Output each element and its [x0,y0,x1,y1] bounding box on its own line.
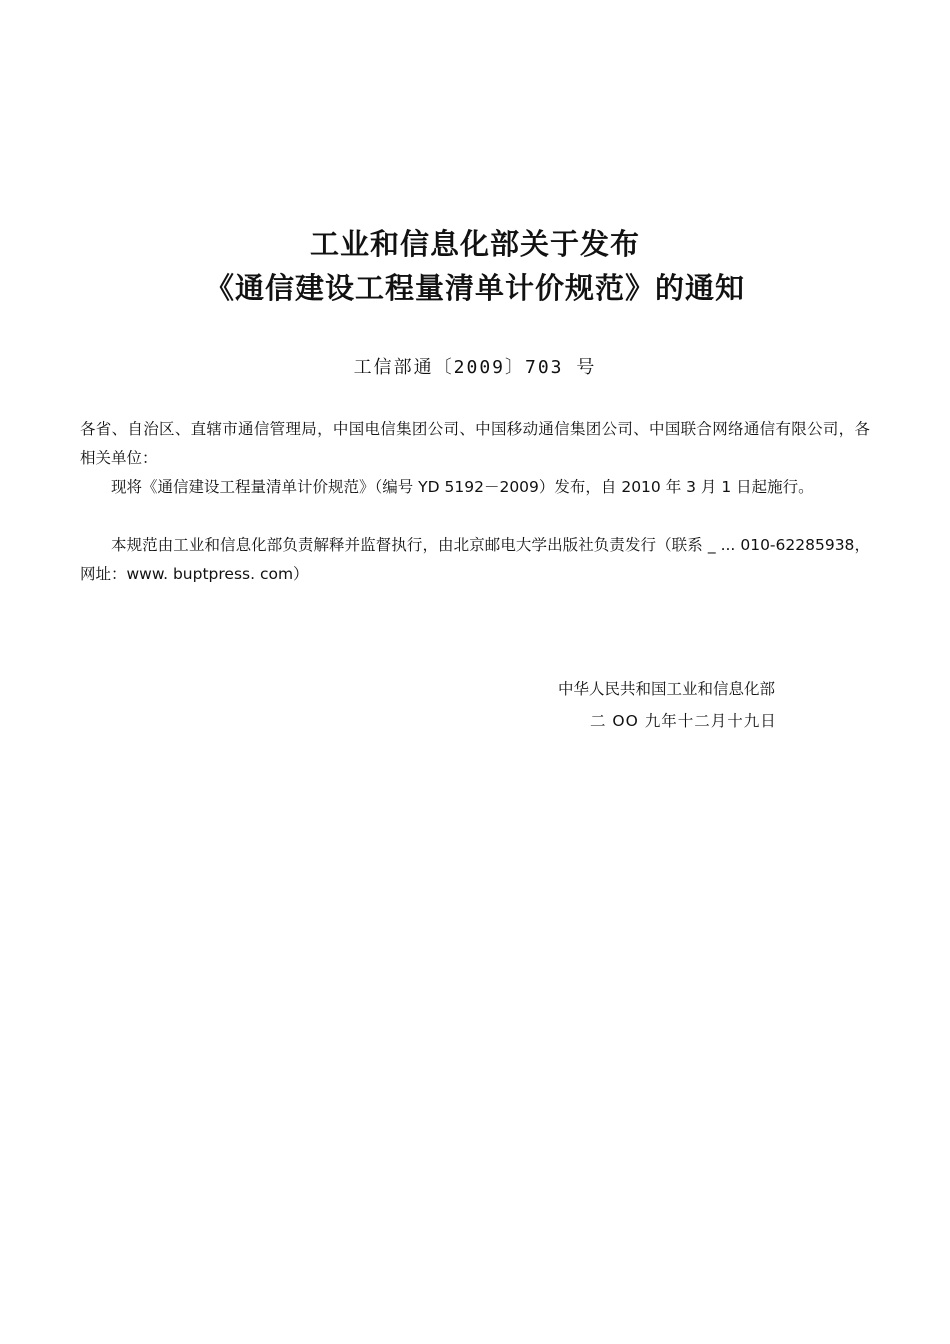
document-number: 工信部通〔2009〕703 号 [353,357,597,378]
title-line-1: 工业和信息化部关于发布 [309,227,640,261]
distribution-paragraph: 本规范由工业和信息化部负责解释并监督执行，由北京邮电大学出版社负责发行（联系 _ ... 010-62285938，网址：www. buptpress. com） [80,536,870,583]
recipients-paragraph: 各省、自治区、直辖市通信管理局，中国电信集团公司、中国移动通信集团公司、中国联合网络通信有限公司，各相关单位： [80,420,870,467]
signature-organization: 中华人民共和国工业和信息化部 [558,680,776,698]
signature-date: 二 OO 九年十二月十九日 [590,712,777,730]
title-line-2: 《通信建设工程量清单计价规范》的通知 [204,271,745,305]
publication-paragraph: 现将《通信建设工程量清单计价规范》（编号 YD 5192－2009）发布，自 2010 年 3 月 1 日起施行。 [111,478,814,496]
